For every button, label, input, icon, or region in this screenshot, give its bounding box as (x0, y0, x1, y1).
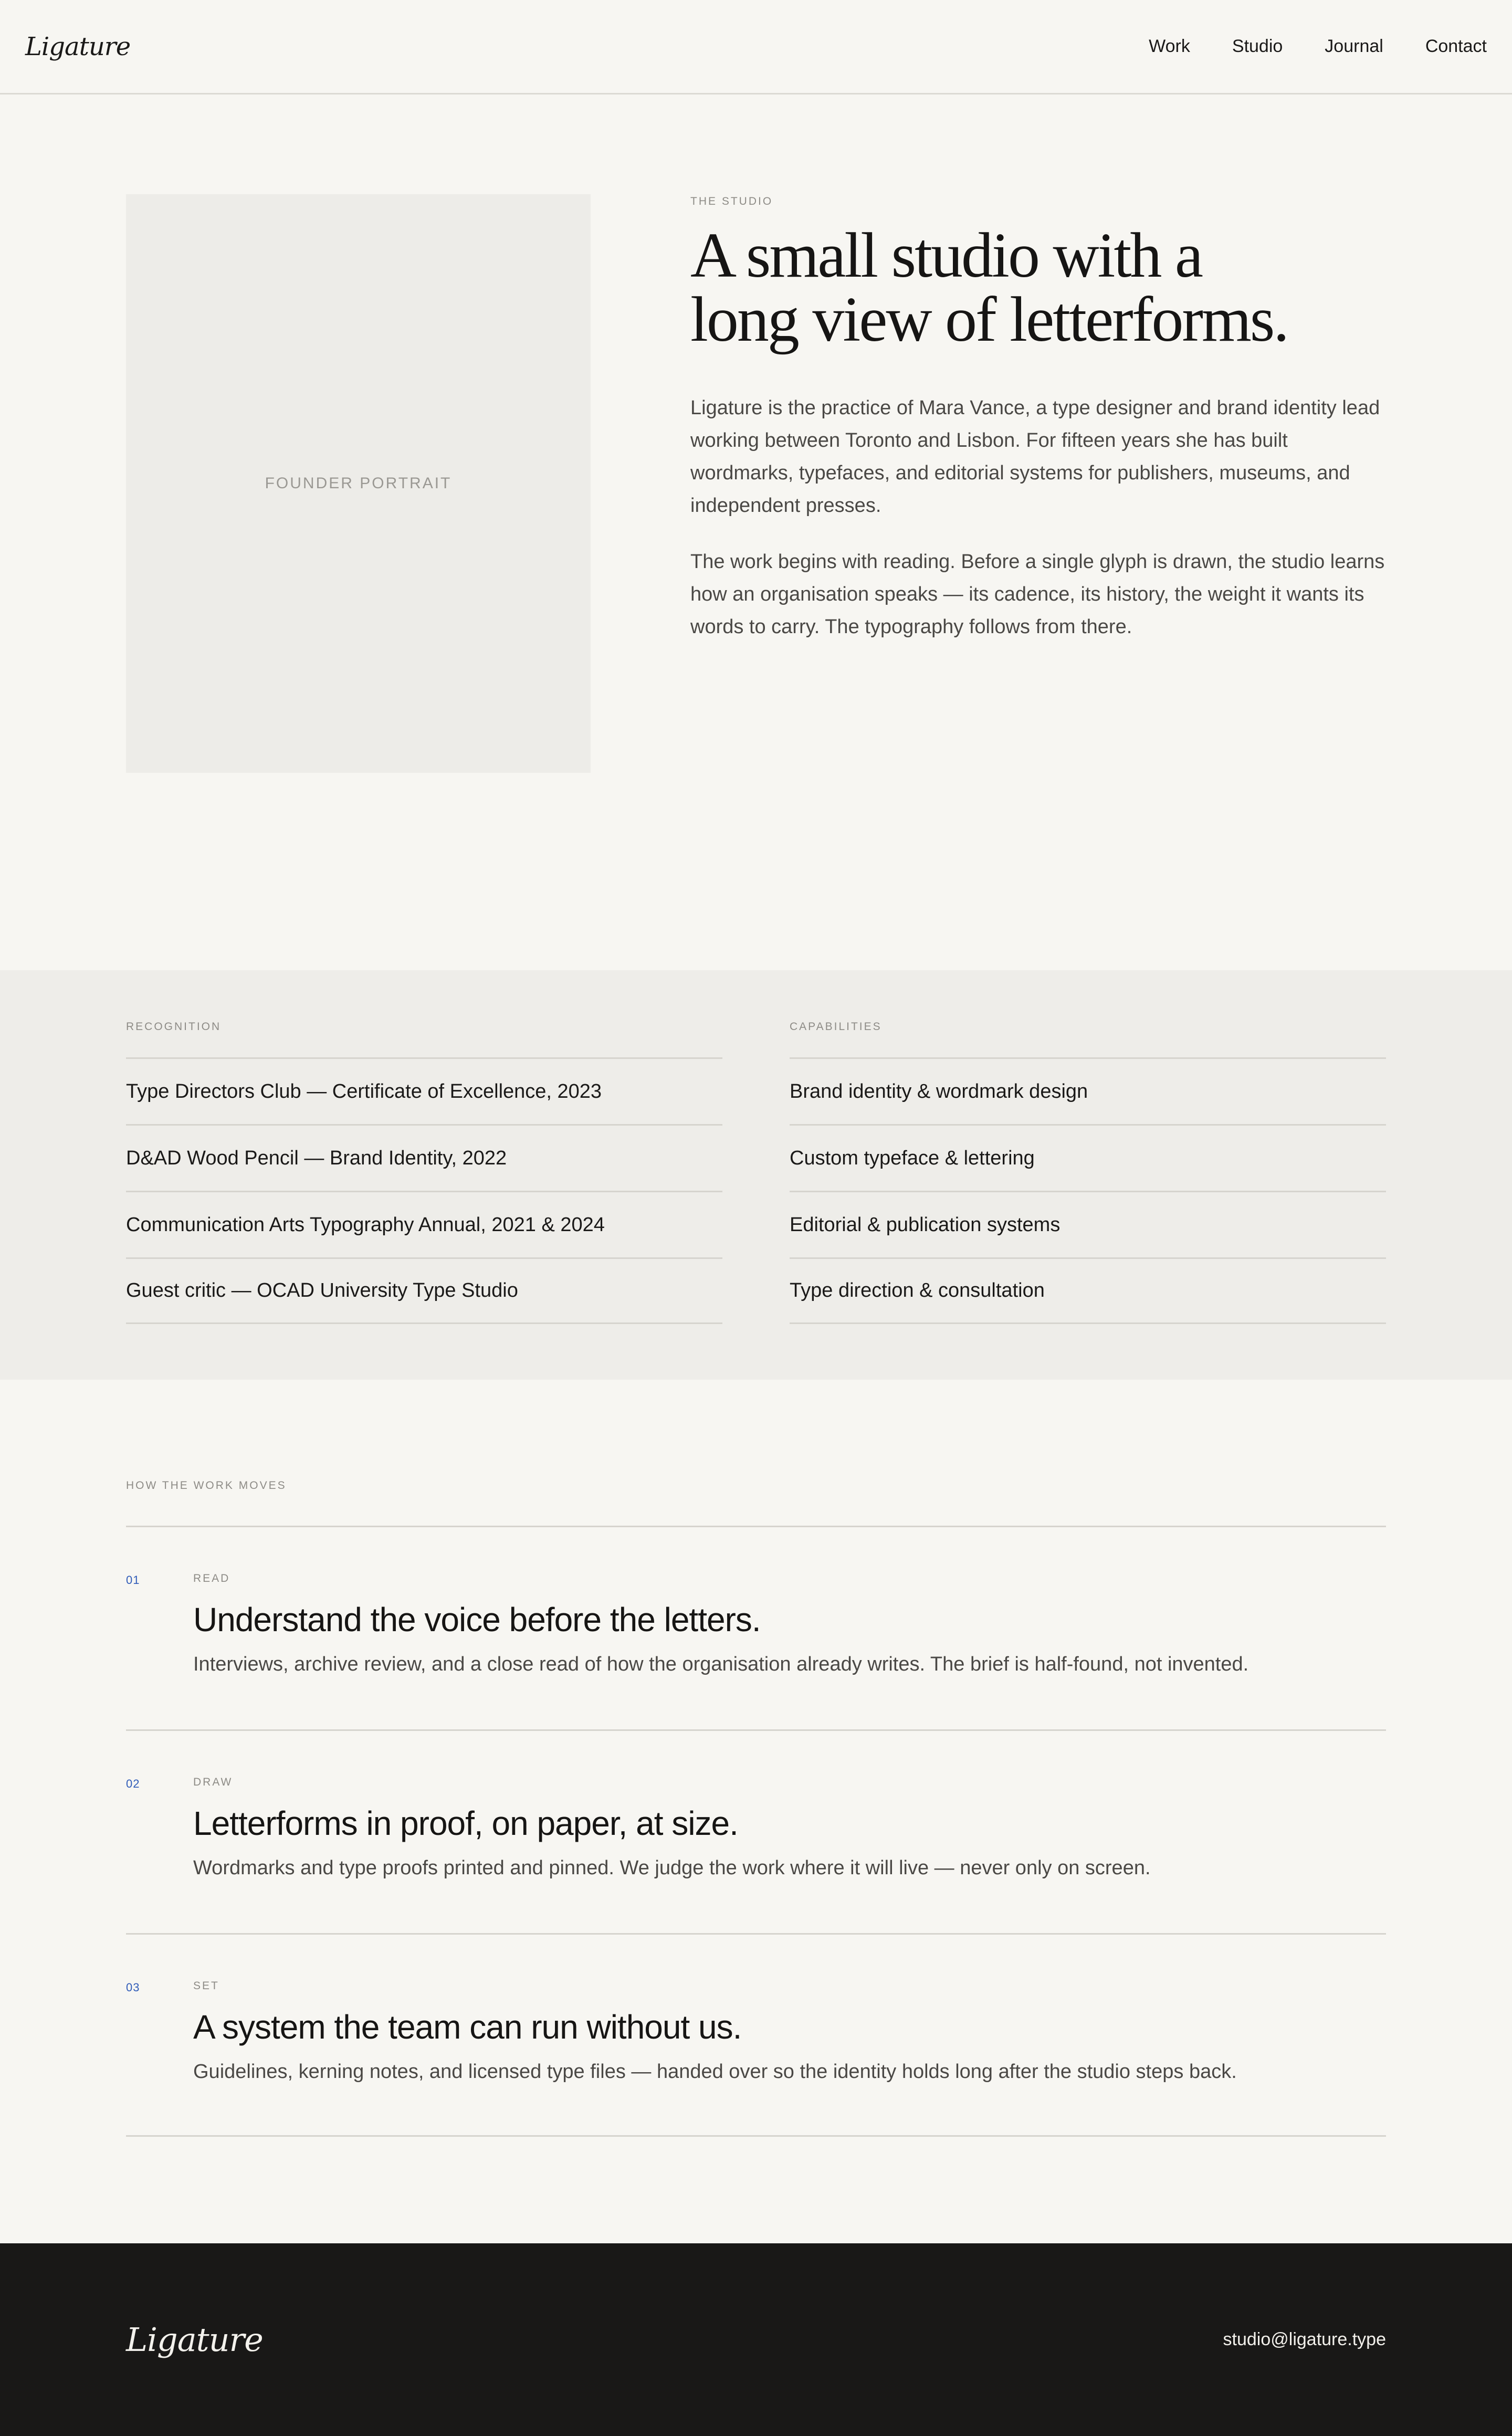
capability-item: Type direction & consultation (790, 1257, 1386, 1324)
nav-studio-link[interactable]: Studio (1232, 36, 1283, 56)
portrait-label: FOUNDER PORTRAIT (265, 475, 452, 492)
recognition-capabilities-section (0, 970, 1512, 1380)
recognition-item: Guest critic — OCAD University Type Studio (126, 1257, 722, 1324)
capabilities-heading: CAPABILITIES (790, 1021, 882, 1033)
hero-title (690, 220, 1386, 355)
recognition-item: D&AD Wood Pencil — Brand Identity, 2022 (126, 1124, 722, 1191)
recognition-item: Communication Arts Typography Annual, 2021 & 2024 (126, 1191, 722, 1257)
process-step (126, 1729, 1386, 1933)
site-header (0, 0, 1512, 94)
step-body (193, 1776, 1386, 1933)
step-description: Interviews, archive review, and a close read of how the organisation already writes. The brief is half-found, not invented. (193, 1653, 1249, 1675)
hero-paragraph: The work begins with reading. Before a single glyph is drawn, the studio learns how an organisation speaks — its cadence, its history, the weight it wants its words to carry. The typography follows from there. (690, 551, 1385, 638)
step-tag: SET (193, 1980, 219, 1992)
capability-item: Custom typeface & lettering (790, 1124, 1386, 1191)
step-tag: READ (193, 1572, 230, 1584)
nav-journal-link[interactable]: Journal (1325, 36, 1383, 56)
recognition-heading: RECOGNITION (126, 1021, 222, 1033)
step-number: 03 (126, 1981, 140, 1994)
process-step (126, 1526, 1386, 1729)
footer-email-link[interactable]: studio@ligature.type (1223, 2329, 1386, 2349)
nav-contact-link[interactable]: Contact (1425, 36, 1487, 56)
main-nav (1149, 36, 1487, 57)
capabilities-column (790, 1021, 1386, 1329)
logo-link[interactable]: Ligature (25, 32, 131, 61)
footer-logo-link[interactable]: Ligature (126, 2320, 263, 2359)
step-title: Understand the voice before the letters. (193, 1601, 761, 1639)
step-number: 02 (126, 1777, 140, 1790)
step-description: Guidelines, kerning notes, and licensed type files — handed over so the identity holds long after the studio steps back. (193, 2061, 1237, 2083)
hero-title-line-2: long view of letterforms. (690, 284, 1288, 355)
step-title: A system the team can run without us. (193, 2008, 742, 2046)
step-number: 01 (126, 1573, 140, 1587)
recognition-column (126, 1021, 722, 1329)
step-description: Wordmarks and type proofs printed and pinned. We judge the work where it will live — never only on screen. (193, 1857, 1151, 1879)
process-section (0, 1380, 1512, 2243)
site-footer (0, 2243, 1512, 2436)
capability-item: Brand identity & wordmark design (790, 1057, 1386, 1124)
hero-title-line-1: A small studio with a (690, 220, 1202, 291)
process-heading: HOW THE WORK MOVES (126, 1479, 287, 1492)
process-step (126, 1933, 1386, 2137)
step-tag: DRAW (193, 1776, 233, 1788)
step-body (193, 1980, 1386, 2135)
nav-work-link[interactable]: Work (1149, 36, 1190, 56)
hero-text (690, 194, 1386, 970)
founder-portrait-placeholder (126, 194, 591, 773)
hero-eyebrow: THE STUDIO (690, 195, 773, 207)
capability-item: Editorial & publication systems (790, 1191, 1386, 1257)
step-body (193, 1572, 1386, 1729)
step-title: Letterforms in proof, on paper, at size. (193, 1804, 738, 1842)
hero-section (0, 94, 1512, 970)
hero-paragraph: Ligature is the practice of Mara Vance, a type designer and brand identity lead working between Toronto and Lisbon. For fifteen years she has built wordmarks, typefaces, and editorial systems for publishers, museums, and independent presses. (690, 397, 1380, 517)
recognition-item: Type Directors Club — Certificate of Excellence, 2023 (126, 1057, 722, 1124)
